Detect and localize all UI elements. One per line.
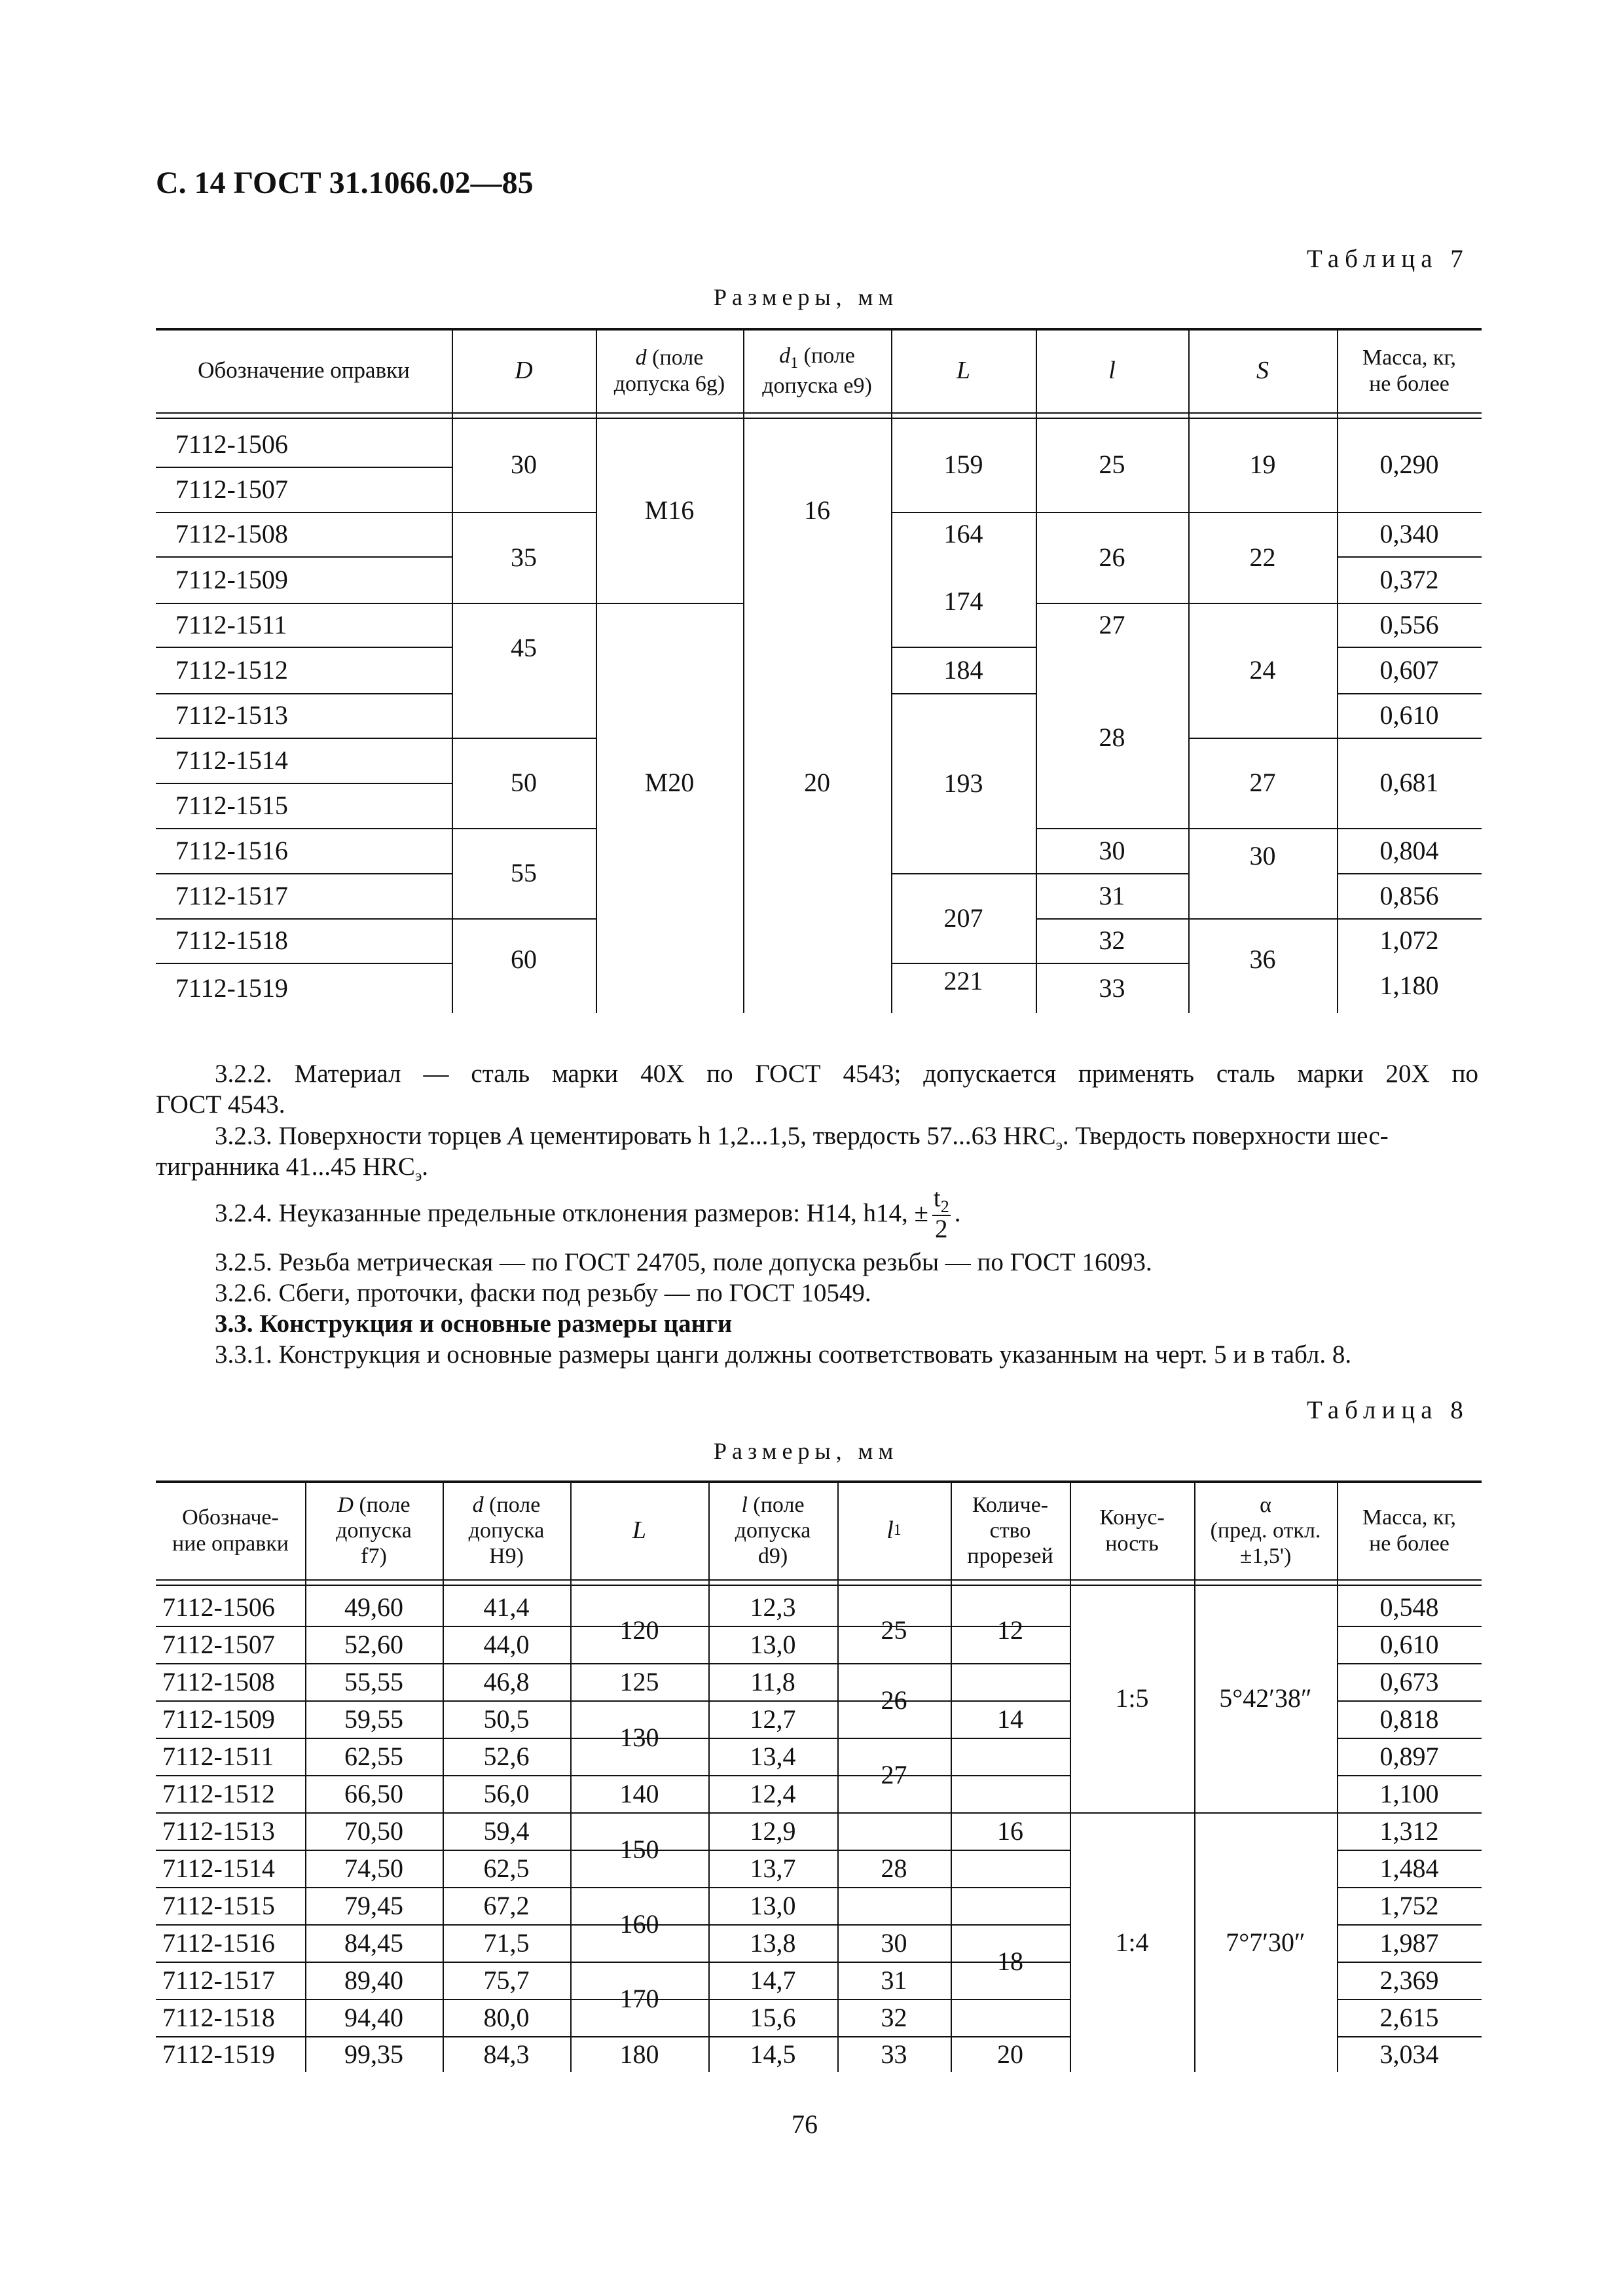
t7-l-cell: 27	[1099, 609, 1125, 639]
t7-mass-cell: 0,804	[1379, 835, 1439, 865]
section-3-3-title: 3.3. Конструкция и основные размеры цанги	[215, 1310, 733, 1338]
t8-d-cell: 67,2	[483, 1890, 530, 1920]
t8-L-cell: 180	[619, 2039, 659, 2069]
t8-l-cell: 13,4	[750, 1741, 796, 1771]
t7-S-cell: 30	[1249, 841, 1276, 870]
t8-l1-cell: 25	[881, 1615, 907, 1645]
t7-L-cell: 164	[943, 519, 983, 548]
t7-l-cell: 26	[1099, 542, 1125, 572]
t7-designation: 7112-1514	[175, 745, 288, 775]
t8-l1-cell: 26	[881, 1685, 907, 1715]
t7-mass-cell: 0,372	[1379, 564, 1439, 594]
t8-slots-cell: 16	[997, 1816, 1023, 1846]
t8-D-cell: 74,50	[344, 1853, 403, 1883]
t8-D-cell: 99,35	[344, 2039, 403, 2069]
t7-L-cell: 193	[943, 768, 983, 798]
t8-mass-cell: 0,548	[1379, 1592, 1439, 1622]
t8-D-cell: 62,55	[344, 1741, 403, 1771]
t8-d-cell: 44,0	[483, 1629, 530, 1659]
page-header: С. 14 ГОСТ 31.1066.02—85	[156, 166, 534, 200]
t8-l-cell: 13,0	[750, 1629, 796, 1659]
t7-L-cell: 184	[943, 655, 983, 685]
t7-col-S: S	[1256, 356, 1269, 384]
table8-subtitle: Размеры, мм	[714, 1438, 899, 1464]
t7-S-cell: 27	[1249, 768, 1276, 797]
t8-slots-cell: 18	[997, 1946, 1023, 1976]
t8-d-cell: 46,8	[483, 1666, 530, 1696]
t8-alpha-cell: 5°42′38″	[1219, 1683, 1312, 1713]
t7-D-cell: 35	[511, 542, 537, 572]
t7-mass-cell: 0,856	[1379, 880, 1439, 910]
t8-mass-cell: 1,752	[1379, 1890, 1439, 1920]
para-3-2-3: 3.2.3. Поверхности торцев А цементировать h 1,2...1,5, твердость 57...63 $HRC_э$. Твердость поверхности шес-	[215, 1122, 1389, 1154]
t8-mass-cell: 1,484	[1379, 1853, 1439, 1883]
t8-col-l: l (поле допуска d9)	[735, 1492, 811, 1569]
para-3-2-6: 3.2.6. Сбеги, проточки, фаски под резьбу — по ГОСТ 10549.	[215, 1279, 871, 1307]
t8-slots-cell: 14	[997, 1704, 1023, 1734]
t8-designation: 7112-1508	[162, 1666, 275, 1696]
t7-l-cell: 30	[1099, 835, 1125, 865]
para-3-2-5: 3.2.5. Резьба метрическая — по ГОСТ 24705, поле допуска резьбы — по ГОСТ 16093.	[215, 1248, 1152, 1276]
t7-S-cell: 36	[1249, 944, 1276, 974]
t7-L-cell: 159	[943, 450, 983, 479]
t8-mass-cell: 0,610	[1379, 1629, 1439, 1659]
t8-l1-cell: 32	[881, 2002, 907, 2032]
table8-label: Таблица 8	[1307, 1396, 1469, 1424]
para-3-2-2: 3.2.2. Материал — сталь марки 40Х по ГОСТ 4543; допускается применять сталь марки 20Х по	[215, 1060, 1478, 1088]
t8-col-l1: l 1	[886, 1516, 902, 1544]
t8-designation: 7112-1507	[162, 1629, 275, 1659]
t7-col-designation: Обозначение оправки	[198, 357, 410, 384]
t7-mass-cell: 0,607	[1379, 655, 1439, 685]
t7-mass-cell: 1,072	[1379, 925, 1439, 955]
t7-designation: 7112-1506	[175, 429, 288, 459]
t7-D-cell: 50	[511, 768, 537, 797]
t8-l1-cell: 28	[881, 1853, 907, 1883]
t8-designation: 7112-1516	[162, 1928, 275, 1958]
para-3-3-1: 3.3.1. Конструкция и основные размеры цанги должны соответствовать указанным на черт. 5 и в табл. 8.	[215, 1340, 1352, 1369]
t8-d-cell: 75,7	[483, 1965, 530, 1995]
t7-mass-cell: 0,610	[1379, 700, 1439, 730]
table7-label: Таблица 7	[1307, 245, 1469, 273]
t7-designation: 7112-1511	[175, 609, 287, 639]
t8-l-cell: 13,7	[750, 1853, 796, 1883]
t8-L-cell: 160	[619, 1909, 659, 1939]
t8-D-cell: 84,45	[344, 1928, 403, 1958]
t7-D-cell: 30	[511, 450, 537, 479]
t7-D-cell: 45	[511, 632, 537, 662]
t7-D-cell: 55	[511, 858, 537, 888]
t8-d-cell: 80,0	[483, 2002, 530, 2032]
t8-designation: 7112-1514	[162, 1853, 275, 1883]
t7-d1-cell: 20	[804, 768, 830, 797]
t7-designation: 7112-1515	[175, 790, 288, 820]
t7-mass-cell: 0,340	[1379, 519, 1439, 548]
t8-l1-cell: 30	[881, 1928, 907, 1958]
t8-l-cell: 11,8	[750, 1666, 795, 1696]
t8-L-cell: 170	[619, 1984, 659, 2013]
fraction-t2-over-2: $\frac{t_2}{2}$	[933, 1183, 949, 1244]
t8-taper-cell: 1:4	[1115, 1927, 1149, 1957]
t7-L-cell: 174	[943, 586, 983, 616]
t7-d1-cell: 16	[804, 495, 830, 525]
t8-l1-cell: 33	[881, 2039, 907, 2069]
t7-mass-cell: 0,290	[1379, 450, 1439, 479]
t8-d-cell: 84,3	[483, 2039, 530, 2069]
t8-mass-cell: 1,312	[1379, 1816, 1439, 1846]
t8-d-cell: 56,0	[483, 1778, 530, 1808]
para-3-2-4: 3.2.4. Неуказанные предельные отклонения размеров: Н14, h14, ± $\frac{t_2}{2}$ .	[215, 1183, 961, 1244]
t7-mass-cell: 0,556	[1379, 609, 1439, 639]
para-3-2-2-cont: ГОСТ 4543.	[156, 1090, 285, 1119]
t7-l-cell: 28	[1099, 722, 1125, 752]
t7-col-mass: Масса, кг, не более	[1362, 346, 1457, 396]
t8-D-cell: 55,55	[344, 1666, 403, 1696]
t8-D-cell: 52,60	[344, 1629, 403, 1659]
t8-slots-cell: 12	[997, 1615, 1023, 1645]
t8-l1-cell: 27	[881, 1760, 907, 1789]
t8-D-cell: 94,40	[344, 2002, 403, 2032]
t8-col-D: D (поле допуска f7)	[336, 1492, 412, 1569]
t7-l-cell: 33	[1099, 973, 1125, 1003]
t7-col-L: L	[956, 356, 971, 384]
t8-D-cell: 49,60	[344, 1592, 403, 1622]
t7-l-cell: 25	[1099, 450, 1125, 479]
t8-designation: 7112-1512	[162, 1778, 275, 1808]
t8-l-cell: 13,8	[750, 1928, 796, 1958]
t7-designation: 7112-1512	[175, 655, 288, 685]
t7-designation: 7112-1517	[175, 880, 288, 910]
t8-l-cell: 13,0	[750, 1890, 796, 1920]
t7-S-cell: 22	[1249, 542, 1276, 572]
t7-S-cell: 24	[1249, 655, 1276, 685]
t7-d-cell: М16	[644, 495, 695, 525]
t7-col-D: D	[515, 356, 533, 384]
page-number: 76	[792, 2109, 818, 2139]
t8-alpha-cell: 7°7′30″	[1226, 1927, 1305, 1957]
t7-designation: 7112-1513	[175, 700, 288, 730]
t8-mass-cell: 0,897	[1379, 1741, 1439, 1771]
t8-D-cell: 66,50	[344, 1778, 403, 1808]
t8-mass-cell: 3,034	[1379, 2039, 1439, 2069]
t8-col-mass: Масса, кг, не более	[1362, 1505, 1457, 1556]
t8-l-cell: 14,7	[750, 1965, 796, 1995]
t8-col-slots: Количе- ство прорезей	[967, 1492, 1053, 1569]
t8-designation: 7112-1513	[162, 1816, 275, 1846]
t8-d-cell: 41,4	[483, 1592, 530, 1622]
t8-D-cell: 59,55	[344, 1704, 403, 1734]
t8-designation: 7112-1517	[162, 1965, 275, 1995]
t8-designation: 7112-1518	[162, 2002, 275, 2032]
t7-designation: 7112-1509	[175, 564, 288, 594]
t7-mass-cell: 0,681	[1379, 768, 1439, 797]
t8-D-cell: 79,45	[344, 1890, 403, 1920]
t8-mass-cell: 1,100	[1379, 1778, 1439, 1808]
t7-col-d: d (поле допуска 6g)	[613, 346, 725, 396]
t8-col-taper: Конус- ность	[1099, 1505, 1165, 1556]
t8-mass-cell: 0,818	[1379, 1704, 1439, 1734]
t8-l-cell: 12,9	[750, 1816, 796, 1846]
t7-d-cell: М20	[644, 768, 695, 797]
t8-mass-cell: 2,615	[1379, 2002, 1439, 2032]
table7-subtitle: Размеры, мм	[714, 284, 899, 310]
t7-col-l: l	[1108, 356, 1116, 384]
t8-designation: 7112-1506	[162, 1592, 275, 1622]
t7-D-cell: 60	[511, 944, 537, 974]
t7-designation: 7112-1507	[175, 474, 288, 504]
t7-mass-cell: 1,180	[1379, 970, 1439, 1000]
t8-mass-cell: 2,369	[1379, 1965, 1439, 1995]
t8-l-cell: 15,6	[750, 2002, 796, 2032]
t8-d-cell: 62,5	[483, 1853, 530, 1883]
t8-d-cell: 50,5	[483, 1704, 530, 1734]
t8-mass-cell: 0,673	[1379, 1666, 1439, 1696]
t8-designation: 7112-1519	[162, 2039, 275, 2069]
t8-l-cell: 12,4	[750, 1778, 796, 1808]
t8-col-L: L	[632, 1516, 647, 1544]
t8-col-designation: Обозначе- ние оправки	[172, 1505, 289, 1556]
t7-L-cell: 207	[943, 903, 983, 933]
t8-l-cell: 12,7	[750, 1704, 796, 1734]
t8-l-cell: 14,5	[750, 2039, 796, 2069]
t8-taper-cell: 1:5	[1115, 1683, 1149, 1713]
t8-L-cell: 140	[619, 1778, 659, 1808]
t7-col-d1: $d_1$ (поле допуска е9)	[762, 344, 872, 398]
t8-L-cell: 120	[619, 1615, 659, 1645]
t8-slots-cell: 20	[997, 2039, 1023, 2069]
t8-d-cell: 52,6	[483, 1741, 530, 1771]
t7-S-cell: 19	[1249, 450, 1276, 479]
t7-l-cell: 31	[1099, 880, 1125, 910]
t8-L-cell: 125	[619, 1666, 659, 1696]
t8-designation: 7112-1511	[162, 1741, 274, 1771]
t7-l-cell: 32	[1099, 925, 1125, 955]
t7-designation: 7112-1508	[175, 519, 288, 548]
t8-d-cell: 59,4	[483, 1816, 530, 1846]
t8-d-cell: 71,5	[483, 1928, 530, 1958]
t8-L-cell: 130	[619, 1723, 659, 1752]
t7-designation: 7112-1518	[175, 925, 288, 955]
t8-mass-cell: 1,987	[1379, 1928, 1439, 1958]
t8-D-cell: 70,50	[344, 1816, 403, 1846]
t8-designation: 7112-1509	[162, 1704, 275, 1734]
para-3-2-3-cont: тигранника 41...45 $HRC_э$.	[156, 1153, 429, 1185]
t8-L-cell: 150	[619, 1835, 659, 1864]
t7-L-cell: 221	[943, 966, 983, 996]
t8-col-d: d (поле допуска Н9)	[468, 1492, 545, 1569]
t8-col-alpha: α (пред. откл. ±1,5')	[1210, 1492, 1321, 1569]
t8-designation: 7112-1515	[162, 1890, 275, 1920]
t8-l-cell: 12,3	[750, 1592, 796, 1622]
t7-designation: 7112-1519	[175, 973, 288, 1003]
t8-D-cell: 89,40	[344, 1965, 403, 1995]
t8-l1-cell: 31	[881, 1965, 907, 1995]
t7-designation: 7112-1516	[175, 835, 288, 865]
